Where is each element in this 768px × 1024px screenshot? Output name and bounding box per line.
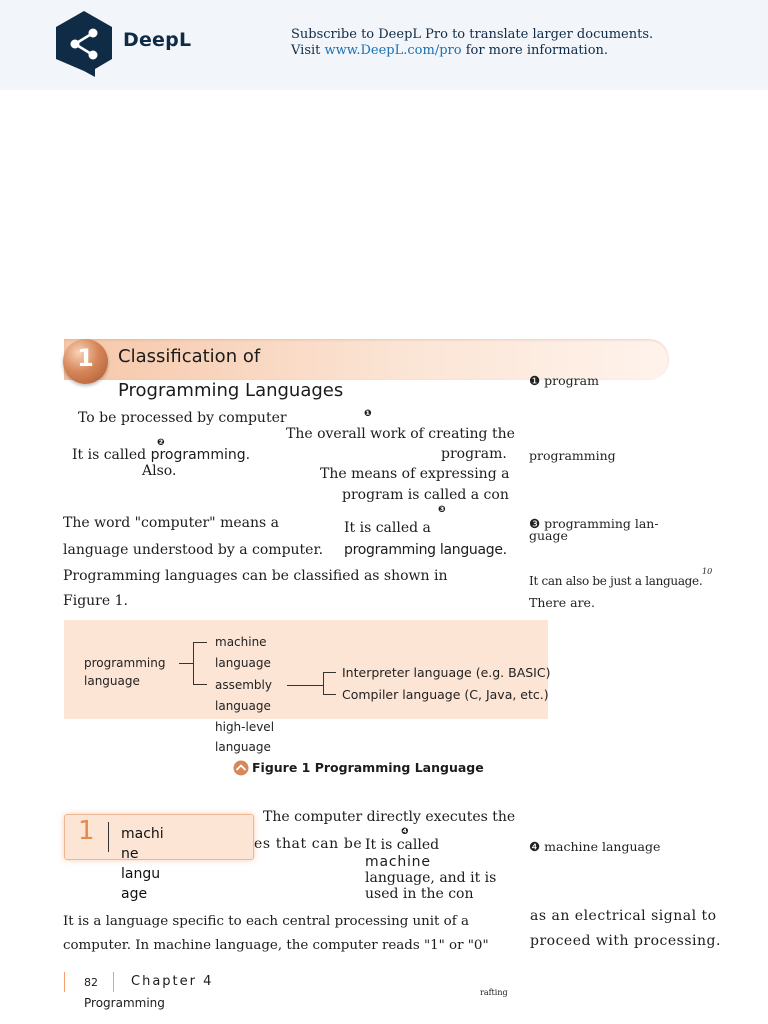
footnote-marker-3: ❸ bbox=[438, 505, 446, 515]
section-title-line-1: Classification of bbox=[118, 346, 261, 367]
chapter-label: Chapter 4 bbox=[131, 974, 214, 989]
chapter-subtitle: Programming bbox=[84, 996, 165, 1010]
tree-connector bbox=[193, 642, 194, 685]
side-note-footnote-number: 10 bbox=[702, 567, 713, 576]
tree-connector bbox=[323, 672, 324, 695]
body-line: To be processed by computer bbox=[78, 410, 287, 426]
figure-caption-icon bbox=[232, 760, 250, 776]
tree-connector bbox=[323, 694, 336, 695]
term-machine: machine bbox=[365, 854, 431, 870]
subsection-title-part: langu bbox=[121, 866, 161, 882]
body-line bbox=[72, 447, 250, 463]
tree-connector bbox=[287, 685, 323, 686]
page-number: 82 bbox=[84, 976, 98, 989]
figure-node-assembly-1: assembly bbox=[215, 678, 272, 692]
subsection-number: 1 bbox=[78, 816, 95, 846]
tree-connector bbox=[323, 672, 336, 673]
side-note-program: ❶ program bbox=[529, 373, 599, 388]
figure-node-machine-2: language bbox=[215, 656, 271, 670]
footer-rule bbox=[64, 972, 65, 992]
side-note-machine-language: ❹ machine language bbox=[529, 839, 661, 854]
stray-text: rafting bbox=[480, 988, 508, 997]
term-programming-language: programming language. bbox=[344, 542, 507, 558]
figure-node-assembly-2: language bbox=[215, 699, 271, 713]
body-line: as an electrical signal to bbox=[530, 908, 717, 924]
promo-line-1: Subscribe to DeepL Pro to translate larger documents. bbox=[291, 27, 654, 42]
subsection-divider bbox=[108, 822, 109, 852]
body-line: The word "computer" means a bbox=[63, 515, 279, 531]
body-line: Figure 1. bbox=[63, 593, 128, 609]
subsection-title-part: machi bbox=[121, 826, 164, 842]
body-line: It is called a bbox=[344, 520, 431, 536]
body-line: language understood by a computer. bbox=[63, 542, 324, 558]
side-note-there-are: There are. bbox=[529, 595, 595, 610]
figure-node-high-level-2: language bbox=[215, 740, 271, 754]
body-line: used in the con bbox=[365, 886, 474, 902]
section-number: 1 bbox=[77, 344, 94, 372]
promo-prefix: Visit bbox=[291, 43, 325, 58]
body-line: Programming languages can be classified as shown in bbox=[63, 568, 448, 584]
body-line: The means of expressing a bbox=[320, 466, 510, 482]
footnote-marker-2: ❷ bbox=[157, 438, 165, 448]
figure-node-interpreter: Interpreter language (e.g. BASIC) bbox=[342, 665, 551, 680]
figure-node-machine-1: machine bbox=[215, 635, 267, 649]
deepl-logo-icon[interactable] bbox=[55, 11, 113, 77]
body-line: proceed with processing. bbox=[530, 933, 721, 949]
tree-connector bbox=[193, 684, 207, 685]
figure-root-label-2: language bbox=[84, 674, 140, 688]
body-line: program. bbox=[441, 446, 507, 462]
subsection-title-part: age bbox=[121, 886, 148, 902]
body-line: It is called bbox=[365, 837, 440, 853]
tree-connector bbox=[179, 663, 193, 664]
figure-caption: Figure 1 Programming Language bbox=[252, 760, 484, 775]
body-line: computer. In machine language, the computer reads "1" or "0" bbox=[63, 938, 489, 953]
promo-line-2 bbox=[291, 43, 608, 58]
term-programming: programming. bbox=[150, 447, 251, 463]
body-line: The overall work of creating the bbox=[286, 426, 515, 442]
figure-node-compiler: Compiler language (C, Java, etc.) bbox=[342, 687, 549, 702]
subsection-title-part: ne bbox=[121, 846, 139, 862]
side-note-programming: programming bbox=[529, 448, 616, 463]
promo-suffix: for more information. bbox=[461, 43, 609, 58]
figure-root-label-1: programming bbox=[84, 656, 166, 670]
footnote-marker-4: ❹ bbox=[401, 827, 409, 837]
body-line: The computer directly executes the bbox=[263, 809, 516, 825]
side-note-language: It can also be just a language. bbox=[529, 574, 703, 588]
body-line: program is called a con bbox=[342, 487, 509, 503]
deepl-pro-link[interactable]: www.DeepL.com/pro bbox=[324, 43, 462, 58]
body-line: language, and it is bbox=[365, 870, 497, 886]
body-text: It is called bbox=[72, 447, 151, 463]
footnote-marker-1: ❶ bbox=[364, 409, 372, 419]
side-note-programming-language-1: ❸ programming lan- bbox=[529, 516, 659, 531]
side-note-programming-language-2: guage bbox=[529, 528, 568, 543]
body-line: es that can be bbox=[254, 836, 363, 852]
body-line: Also. bbox=[142, 463, 177, 479]
footer-rule bbox=[113, 972, 114, 992]
body-line: It is a language specific to each central processing unit of a bbox=[63, 914, 469, 929]
section-title-line-2: Programming Languages bbox=[118, 380, 344, 401]
tree-connector bbox=[193, 642, 207, 643]
figure-node-high-level-1: high-level bbox=[215, 720, 275, 734]
deepl-brand-name[interactable]: DeepL bbox=[123, 29, 192, 51]
